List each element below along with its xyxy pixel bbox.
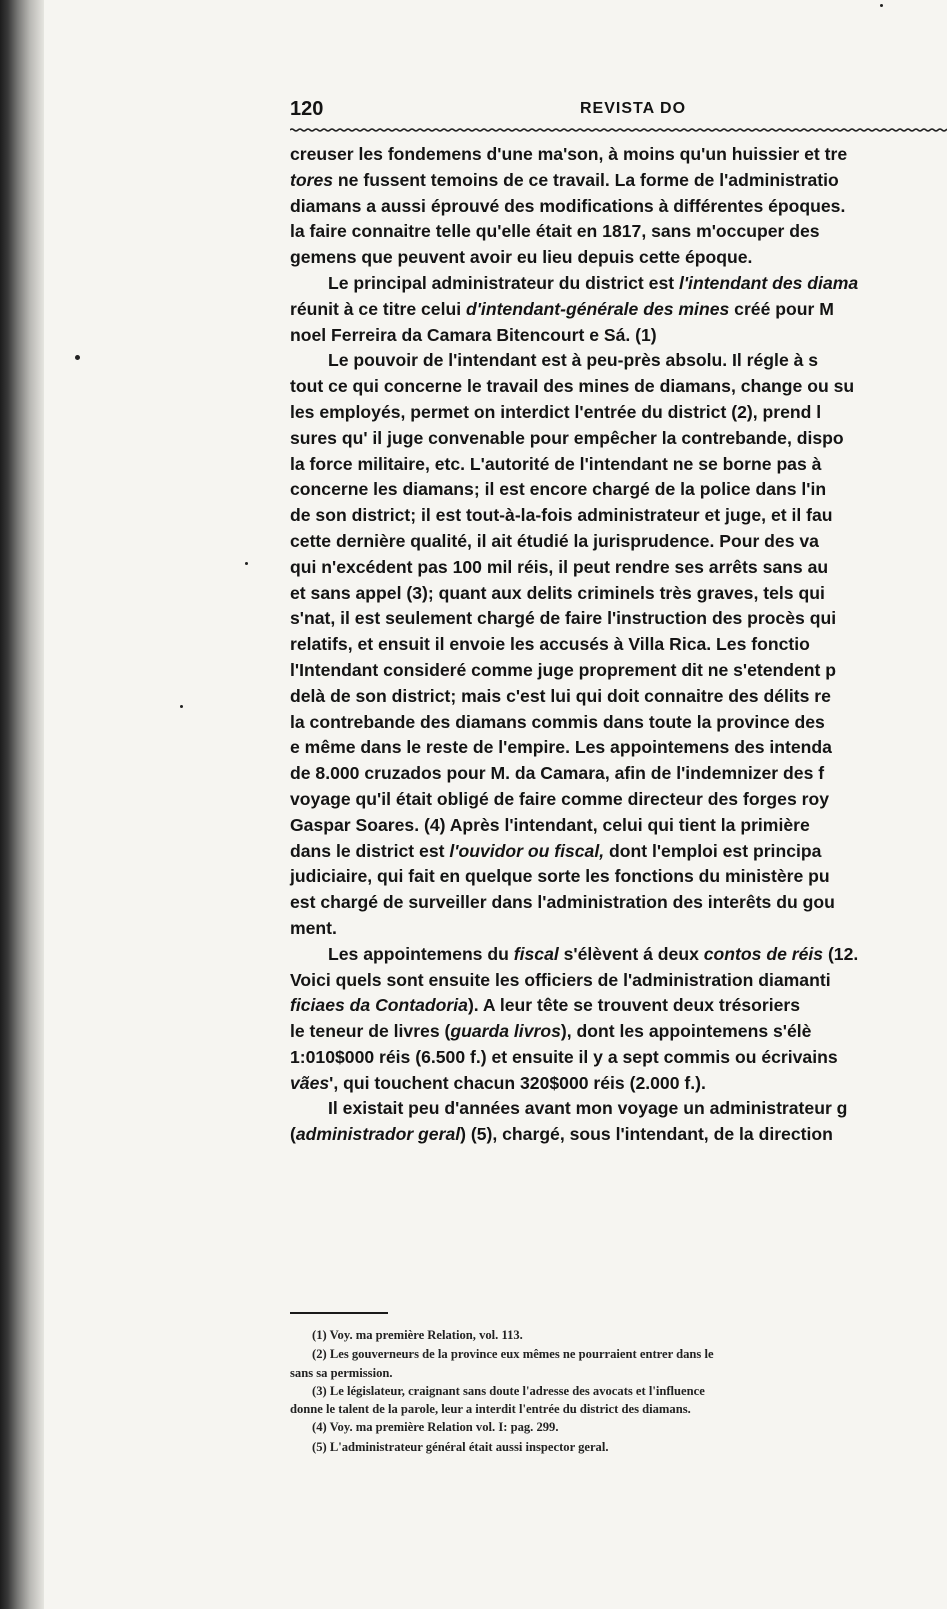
footnotes xyxy=(290,1326,947,1457)
text-line xyxy=(290,710,947,736)
text-segment: de son district; il est tout-à-la-fois administrateur et juge, et il fau xyxy=(290,505,833,526)
text-line xyxy=(290,839,947,865)
text-line xyxy=(290,1096,947,1122)
italic-text: l'intendant des diama xyxy=(678,272,859,293)
footnote-line: (3) Le législateur, craignant sans doute l'adresse des avocats et l'influence xyxy=(312,1383,705,1398)
text-line xyxy=(290,658,947,684)
text-segment: ( xyxy=(290,1124,296,1145)
text-segment: judiciaire, qui fait en quelque sorte les fonctions du ministère pu xyxy=(290,866,830,887)
running-head: REVISTA DO xyxy=(580,100,687,117)
text-segment: (12. xyxy=(823,943,859,964)
text-line xyxy=(290,581,947,607)
text-line xyxy=(290,219,947,245)
ink-speck xyxy=(880,4,883,7)
italic-text: d'intendant-générale des mines xyxy=(466,298,730,319)
ink-speck xyxy=(245,562,248,565)
text-segment: Le principal administrateur du district est xyxy=(328,272,679,293)
text-line xyxy=(290,890,947,916)
text-segment: tout ce qui concerne le travail des mines de diamans, change ou su xyxy=(290,376,855,397)
footnote-line: (4) Voy. ma première Relation vol. I: pag. 299. xyxy=(312,1420,559,1435)
italic-text: contos de réis xyxy=(703,943,824,964)
ink-speck xyxy=(180,705,183,708)
text-line xyxy=(290,452,947,478)
text-segment: les employés, permet on interdict l'entrée du district (2), prend l xyxy=(290,401,822,422)
book-binding-shadow xyxy=(0,0,44,1609)
text-line xyxy=(290,632,947,658)
footnote-line: donne le talent de la parole, leur a interdit l'entrée du district des diamans. xyxy=(290,1402,691,1417)
text-segment: concerne les diamans; il est encore chargé de la police dans l'in xyxy=(290,479,827,500)
italic-text: administrador geral xyxy=(295,1124,461,1145)
text-line xyxy=(290,1019,947,1045)
text-line xyxy=(290,297,947,323)
text-line xyxy=(290,942,947,968)
text-line xyxy=(290,426,947,452)
italic-text: fiscal xyxy=(513,943,559,964)
text-segment: Les appointemens du xyxy=(328,943,514,964)
text-line xyxy=(290,477,947,503)
text-line xyxy=(290,555,947,581)
text-segment: ment. xyxy=(290,917,337,938)
text-segment: relatifs, et ensuit il envoie les accusés à Villa Rica. Les fonctio xyxy=(290,634,810,655)
text-line xyxy=(290,761,947,787)
text-segment: de 8.000 cruzados pour M. da Camara, afin de l'indemnizer des f xyxy=(290,763,825,784)
italic-text: guarda livros xyxy=(450,1021,561,1042)
page-header xyxy=(290,98,947,124)
text-line xyxy=(290,813,947,839)
text-segment: 1:010$000 réis (6.500 f.) et ensuite il y a sept commis ou écrivains xyxy=(290,1046,838,1067)
ink-speck xyxy=(75,355,80,360)
text-segment: delà de son district; mais c'est lui qui doit connaitre des délits re xyxy=(290,685,831,706)
footnote-separator xyxy=(290,1312,388,1314)
text-segment: ', qui touchent chacun 320$000 réis (2.000 f.). xyxy=(329,1072,706,1093)
text-segment: l'Intendant consideré comme juge proprement dit ne s'etendent p xyxy=(290,659,837,680)
page-number: 120 xyxy=(290,98,324,120)
text-segment: qui n'excédent pas 100 mil réis, il peut rendre ses arrêts sans au xyxy=(290,556,829,577)
text-segment: Voici quels sont ensuite les officiers de l'administration diamanti xyxy=(290,969,831,990)
text-line xyxy=(290,503,947,529)
text-line xyxy=(290,968,947,994)
text-line xyxy=(290,348,947,374)
body-text xyxy=(290,142,947,1148)
text-segment: ). A leur tête se trouvent deux trésoriers xyxy=(467,995,801,1016)
text-segment: ) (5), chargé, sous l'intendant, de la direction xyxy=(460,1124,833,1145)
text-segment: gemens que peuvent avoir eu lieu depuis cette époque. xyxy=(290,247,753,268)
text-line xyxy=(290,1045,947,1071)
text-line xyxy=(290,142,947,168)
text-segment: Il existait peu d'années avant mon voyage un administrateur g xyxy=(328,1098,848,1119)
text-line xyxy=(290,323,947,349)
text-segment: est chargé de surveiller dans l'administration des interêts du gou xyxy=(290,892,835,913)
text-segment: dans le district est xyxy=(290,840,450,861)
text-line xyxy=(290,374,947,400)
text-segment: créé pour M xyxy=(729,298,834,319)
text-line xyxy=(290,606,947,632)
italic-text: vães xyxy=(290,1072,330,1093)
text-line xyxy=(290,864,947,890)
text-segment: la force militaire, etc. L'autorité de l'intendant ne se borne pas à xyxy=(290,453,822,474)
text-line xyxy=(290,916,947,942)
text-segment: diamans a aussi éprouvé des modifications à différentes époques. xyxy=(290,195,846,216)
text-line xyxy=(290,1071,947,1097)
header-wavy-rule xyxy=(290,127,947,133)
text-segment: ), dont les appointemens s'élè xyxy=(560,1021,812,1042)
footnote-line: (5) L'administrateur général était aussi inspector geral. xyxy=(312,1439,609,1454)
text-segment: sures qu' il juge convenable pour empêcher la contrebande, dispo xyxy=(290,427,844,448)
footnote-line: sans sa permission. xyxy=(290,1365,393,1380)
text-line xyxy=(290,684,947,710)
text-segment: s'élèvent á deux xyxy=(558,943,704,964)
text-segment: la contrebande des diamans commis dans toute la province des xyxy=(290,711,825,732)
text-segment: la faire connaitre telle qu'elle était en 1817, sans m'occuper des xyxy=(290,221,820,242)
text-line xyxy=(290,993,947,1019)
text-segment: ne fussent temoins de ce travail. La forme de l'administratio xyxy=(333,169,839,190)
text-segment: Gaspar Soares. (4) Après l'intendant, celui qui tient la primière xyxy=(290,814,810,835)
text-segment: Le pouvoir de l'intendant est à peu-près absolu. Il régle à s xyxy=(328,350,819,371)
footnote-line: (1) Voy. ma première Relation, vol. 113. xyxy=(312,1328,523,1342)
text-segment: creuser les fondemens d'une ma'son, à moins qu'un huissier et tre xyxy=(290,144,848,164)
text-segment: dont l'emploi est principa xyxy=(604,840,822,861)
text-line xyxy=(290,1122,947,1148)
footnote-line: (2) Les gouverneurs de la province eux mêmes ne pourraient entrer dans le xyxy=(312,1347,714,1362)
text-segment: e même dans le reste de l'empire. Les appointemens des intenda xyxy=(290,737,832,758)
text-line xyxy=(290,271,947,297)
text-segment: le teneur de livres ( xyxy=(290,1021,451,1042)
text-line xyxy=(290,168,947,194)
text-segment: voyage qu'il était obligé de faire comme directeur des forges roy xyxy=(290,788,829,809)
text-segment: s'nat, il est seulement chargé de faire l'instruction des procès qui xyxy=(290,608,837,629)
italic-text: tores xyxy=(290,169,334,190)
text-line xyxy=(290,400,947,426)
text-segment: noel Ferreira da Camara Bitencourt e Sá. (1) xyxy=(290,324,657,345)
text-segment: réunit à ce titre celui xyxy=(290,298,466,319)
italic-text: l'ouvidor ou fiscal, xyxy=(449,840,605,861)
text-line xyxy=(290,735,947,761)
text-line xyxy=(290,194,947,220)
text-line xyxy=(290,529,947,555)
text-line xyxy=(290,787,947,813)
text-segment: cette dernière qualité, il ait étudié la jurisprudence. Pour des va xyxy=(290,530,819,551)
italic-text: ficiaes da Contadoria xyxy=(290,995,468,1016)
text-line xyxy=(290,245,947,271)
text-segment: et sans appel (3); quant aux delits criminels très graves, tels qui xyxy=(290,582,825,603)
